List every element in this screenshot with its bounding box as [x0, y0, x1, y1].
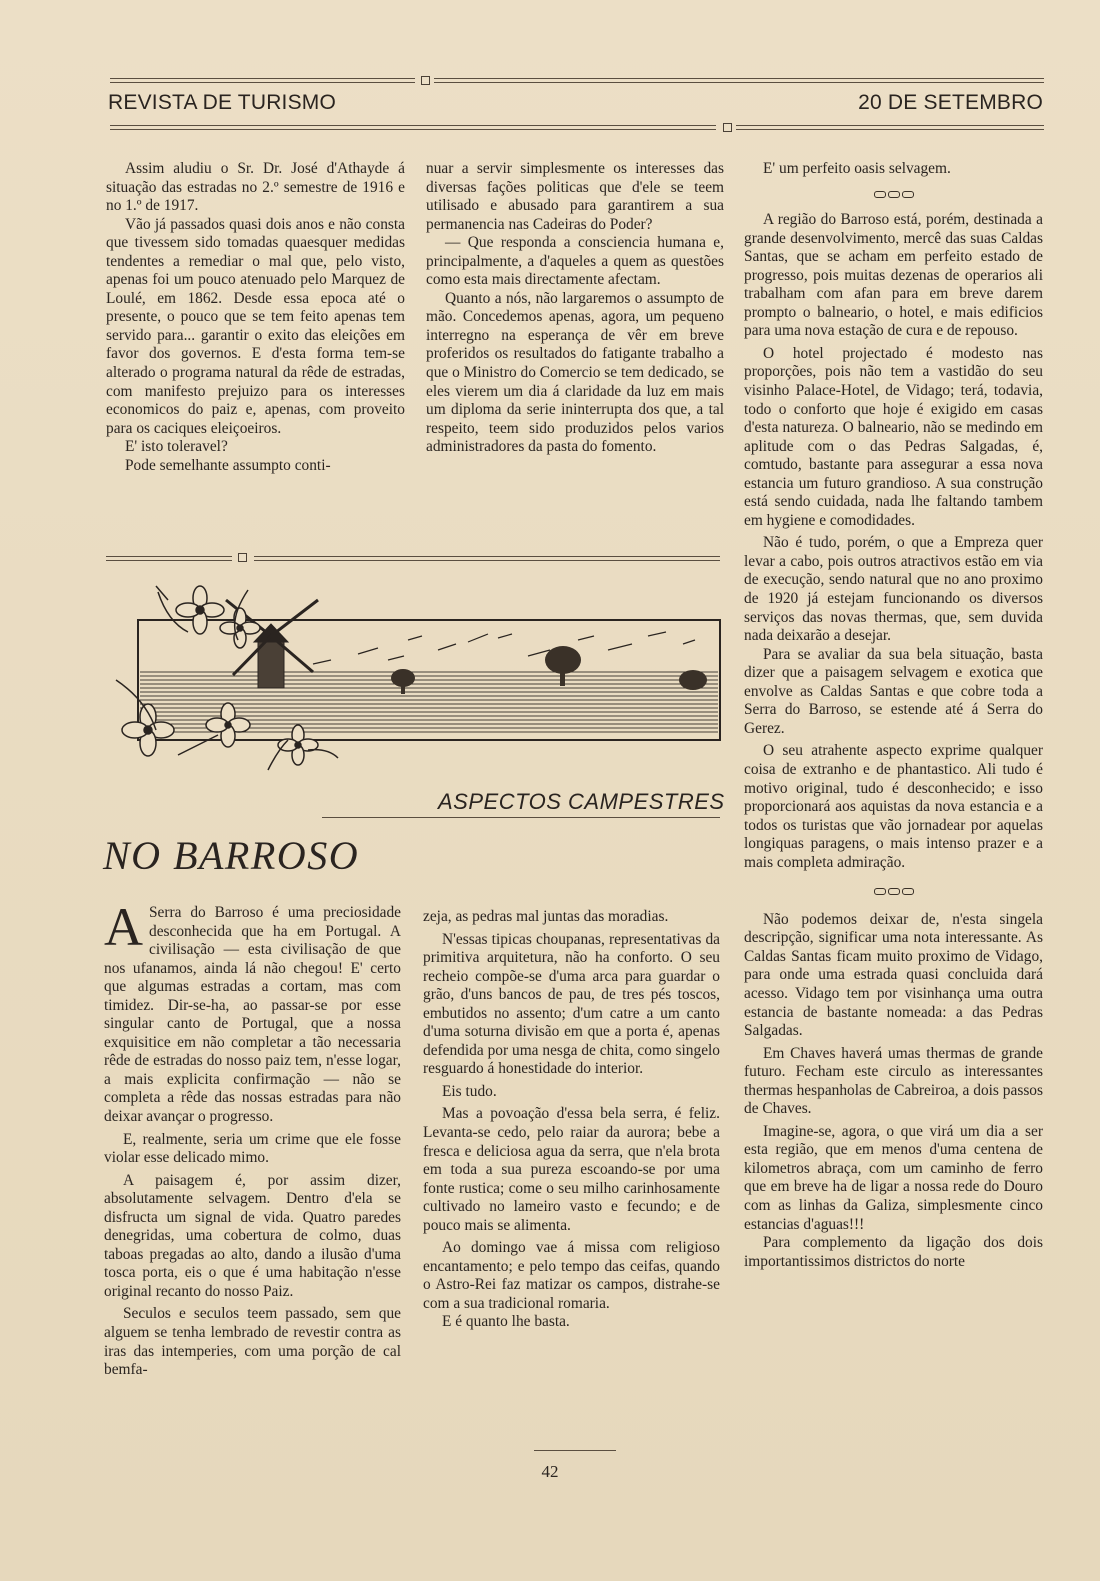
paragraph: Não podemos deixar de, n'esta singela descripção, significar uma nota interessante. As Caldas Santas ficam muito proximo de Vidago, para onde uma estrada quasi concluida dará acesso. Vidago tem por visinhança uma outra estancia de bastante nomeada: a das Pedras Salgadas. — [744, 910, 1043, 1040]
header-ornament-top — [421, 76, 430, 85]
paragraph-text: Serra do Barroso é uma preciosidade desconhecida que ha em Portugal. A civilisação — esta civilisação de que nos ufanamos, ainda lá não chegou! E' certo que algumas estradas a cortam, mas com timidez. Dir-se-ha, ao passar-se por esse singular canto de Portugal, que a nossa exquisitice em não completar a tão necessaria rêde de estradas do nosso paiz tem, n'esse logar, a mais explicita confirmação — não se completa a rêde das nossas estradas para não deixar avançar o progresso. — [104, 904, 401, 1126]
paragraph: Eis tudo. — [442, 1082, 497, 1100]
paragraph: Assim aludiu o Sr. Dr. José d'Athayde á situação das estradas no 2.º semestre de 1916 e no 1.º de 1917. — [106, 160, 405, 215]
column-end-rule — [534, 1450, 616, 1451]
drop-cap: A — [104, 897, 143, 957]
paragraph: E' um perfeito oasis selvagem. — [763, 160, 951, 177]
paragraph: Pode semelhante assumpto conti- — [125, 456, 331, 474]
section-title: ASPECTOS CAMPESTRES — [438, 789, 725, 814]
paragraph: A região do Barroso está, porém, destinada a grande desenvolvimento, mercê das suas Caldas Santas, que se acham em perfeito estado de progresso, pois muitas dezenas de operarios ali trabalham com afan para em breve darem prompto o balneario, o hotel, e mais edificios para uma nova estação de cura e de repouso. — [744, 211, 1043, 340]
paragraph: — Que responda a consciencia humana e, principalmente, a d'aqueles a quem as questões como esta mais directamente afectam. — [426, 234, 724, 289]
paragraph: A paisagem é, por assim dizer, absolutamente selvagem. Dentro d'ela se disfructa um signal de vida. Quatro paredes denegridas, uma cobertura de colmo, duas taboas pregadas ao alto, dando a ilusão d'uma tosca porta, eis o que é uma habitação n'esse original recanto do nosso Paiz. — [104, 1171, 401, 1300]
paragraph — [104, 897, 401, 1127]
header-top-rule-right — [434, 78, 1044, 83]
paragraph: E é quanto lhe basta. — [442, 1313, 570, 1331]
header-bottom-rule-right — [736, 125, 1044, 130]
section-divider-ornament — [744, 882, 1043, 901]
paragraph: zeja, as pedras mal juntas das moradias. — [423, 908, 669, 925]
article-headline: NO BARROSO — [103, 833, 360, 878]
paragraph: Imagine-se, agora, o que virá um dia a ser esta região, que em menos d'uma centena de kilometros abraça, com um caminho de ferro que em breve ha de ligar a nossa rede do Douro com as linhas da Galiza, simplesmente cinco estancias d'aguas!!! — [744, 1122, 1043, 1233]
top-column-1 — [106, 160, 405, 475]
mid-ornament — [238, 553, 247, 562]
paragraph: O hotel projectado é modesto nas proporções, pois não tem a vastidão do seu visinho Palace-Hotel, de Vidago; terá, todavia, todo o conforto que hoje é exigido em casas d'esta natureza. O balneario, não se medindo em aplitude com o das Pedras Salgadas, é, comtudo, bastante para assegurar a essa nova estancia um futuro grandioso. A sua construção está sendo cuidada, nada lhe faltando tambem em hygiene e comodidades. — [744, 344, 1043, 529]
paragraph: Quanto a nós, não largaremos o assumpto de mão. Concedemos apenas, agora, um pequeno interregno na esperança de vêr em breve proferidos os resultados do fatigante trabalho a que o Ministro do Comercio se tem dedicado, se eles vierem um dia á claridade da luz em mais um diploma da serie ininterrupta dos que, a tal respeito, teem sido produzidos pelos varios administradores da pasta do fomento. — [426, 289, 724, 456]
header-date: 20 DE SETEMBRO — [858, 91, 1043, 114]
paragraph: Ao domingo vae á missa com religioso encantamento; e pelo tempo das ceifas, quando o Astro-Rei faz matizar os campos, distrahe-se com a sua tradicional romaria. — [423, 1239, 720, 1312]
paragraph: Para se avaliar da sua bela situação, basta dizer que a paisagem selvagem e exotica que envolve as Caldas Santas e que cobre toda a Serra do Barroso, se estende até á Serra do Gerez. — [744, 645, 1043, 737]
windmill-landscape-illustration — [108, 580, 722, 780]
section-title-rule — [322, 817, 720, 818]
article-column-2 — [423, 908, 720, 1332]
right-column — [744, 160, 1043, 1271]
paragraph: Não é tudo, porém, o que a Empreza quer levar a cabo, pois outros atractivos estão em via de execução, sendo natural que no ano proximo de 1920 já estejam funcionando os diversos serviços das novas thermas, que, sem duvida nada deixarão a desejar. — [744, 534, 1043, 645]
paragraph: N'essas tipicas choupanas, representativas da primitiva arquitetura, não ha conforto. O seu recheio compõe-se d'uma arca para guardar o grão, d'uns bancos de pau, de tres pés toscos, embutidos no assento; d'um catre a um canto d'uma soturna divisão em que a porta é, apenas defendida por uma nesga de chita, como singelo resguardo á honestidade do interior. — [423, 930, 720, 1078]
top-column-2 — [426, 160, 724, 457]
mid-rule-right — [254, 556, 720, 561]
paragraph: nuar a servir simplesmente os interesses das diversas fações politicas que d'ele se teem utilisado e abusado para garantirem a sua permanencia nas Cadeiras do Poder? — [426, 160, 724, 233]
page-number: 42 — [541, 1462, 559, 1481]
paragraph: O seu atrahente aspecto exprime qualquer coisa de extranho e de phantastico. Ali tudo é motivo original, tudo é desconhecido; e isso proporcionará aos aquistas da nova estancia e a todos os turistas que vão jornadear por aquelas longiquas paragens, o mais intenso prazer e a mais completa admiração. — [744, 742, 1043, 871]
section-divider-ornament — [744, 185, 1043, 204]
header-bottom-rule-left — [110, 125, 716, 130]
header-top-rule-left — [110, 78, 415, 83]
paragraph: Vão já passados quasi dois anos e não consta que tivessem sido tomadas quaesquer medidas tendentes a remediar o mal que, pelo visto, apenas foi um pouco atenuado pelo Marquez de Loulé, em 1862. Desde essa epoca até o presente, o pouco que se tem feito apenas tem servido para... garantir o exito das eleições em favor dos governos. E d'esta forma tem-se alterado o programa natural da rêde de estradas, com manifesto prejuizo para os interesses economicos do paiz e, apenas, com proveito para os caciques eleiçoeiros. — [106, 215, 405, 437]
mid-rule-left — [106, 556, 232, 561]
header-title: REVISTA DE TURISMO — [108, 91, 337, 114]
header-ornament-bottom — [723, 123, 732, 132]
paragraph: E' isto toleravel? — [125, 438, 228, 456]
paragraph: Para complemento da ligação dos dois importantissimos districtos do norte — [744, 1234, 1043, 1270]
paragraph: Mas a povoação d'essa bela serra, é feliz. Levanta-se cedo, pelo raiar da aurora; bebe a fresca e deliciosa agua da serra, que n'ela brota em toda a sua pureza escoando-se por uma fonte rustica; come o seu milho carinhosamente cultivado no lameiro vasto e fecundo; e de pouco mais se alimenta. — [423, 1105, 720, 1234]
paragraph: Seculos e seculos teem passado, sem que alguem se tenha lembrado de revestir contra as iras das intemperies, com uma porção de cal bemfa- — [104, 1305, 401, 1379]
paragraph: E, realmente, seria um crime que ele fosse violar esse delicado mimo. — [104, 1130, 401, 1167]
paragraph: Em Chaves haverá umas thermas de grande futuro. Fecham este circulo as interessantes thermas hespanholas de Cabreiroa, a dois passos de Chaves. — [744, 1044, 1043, 1118]
article-column-1 — [104, 897, 401, 1380]
